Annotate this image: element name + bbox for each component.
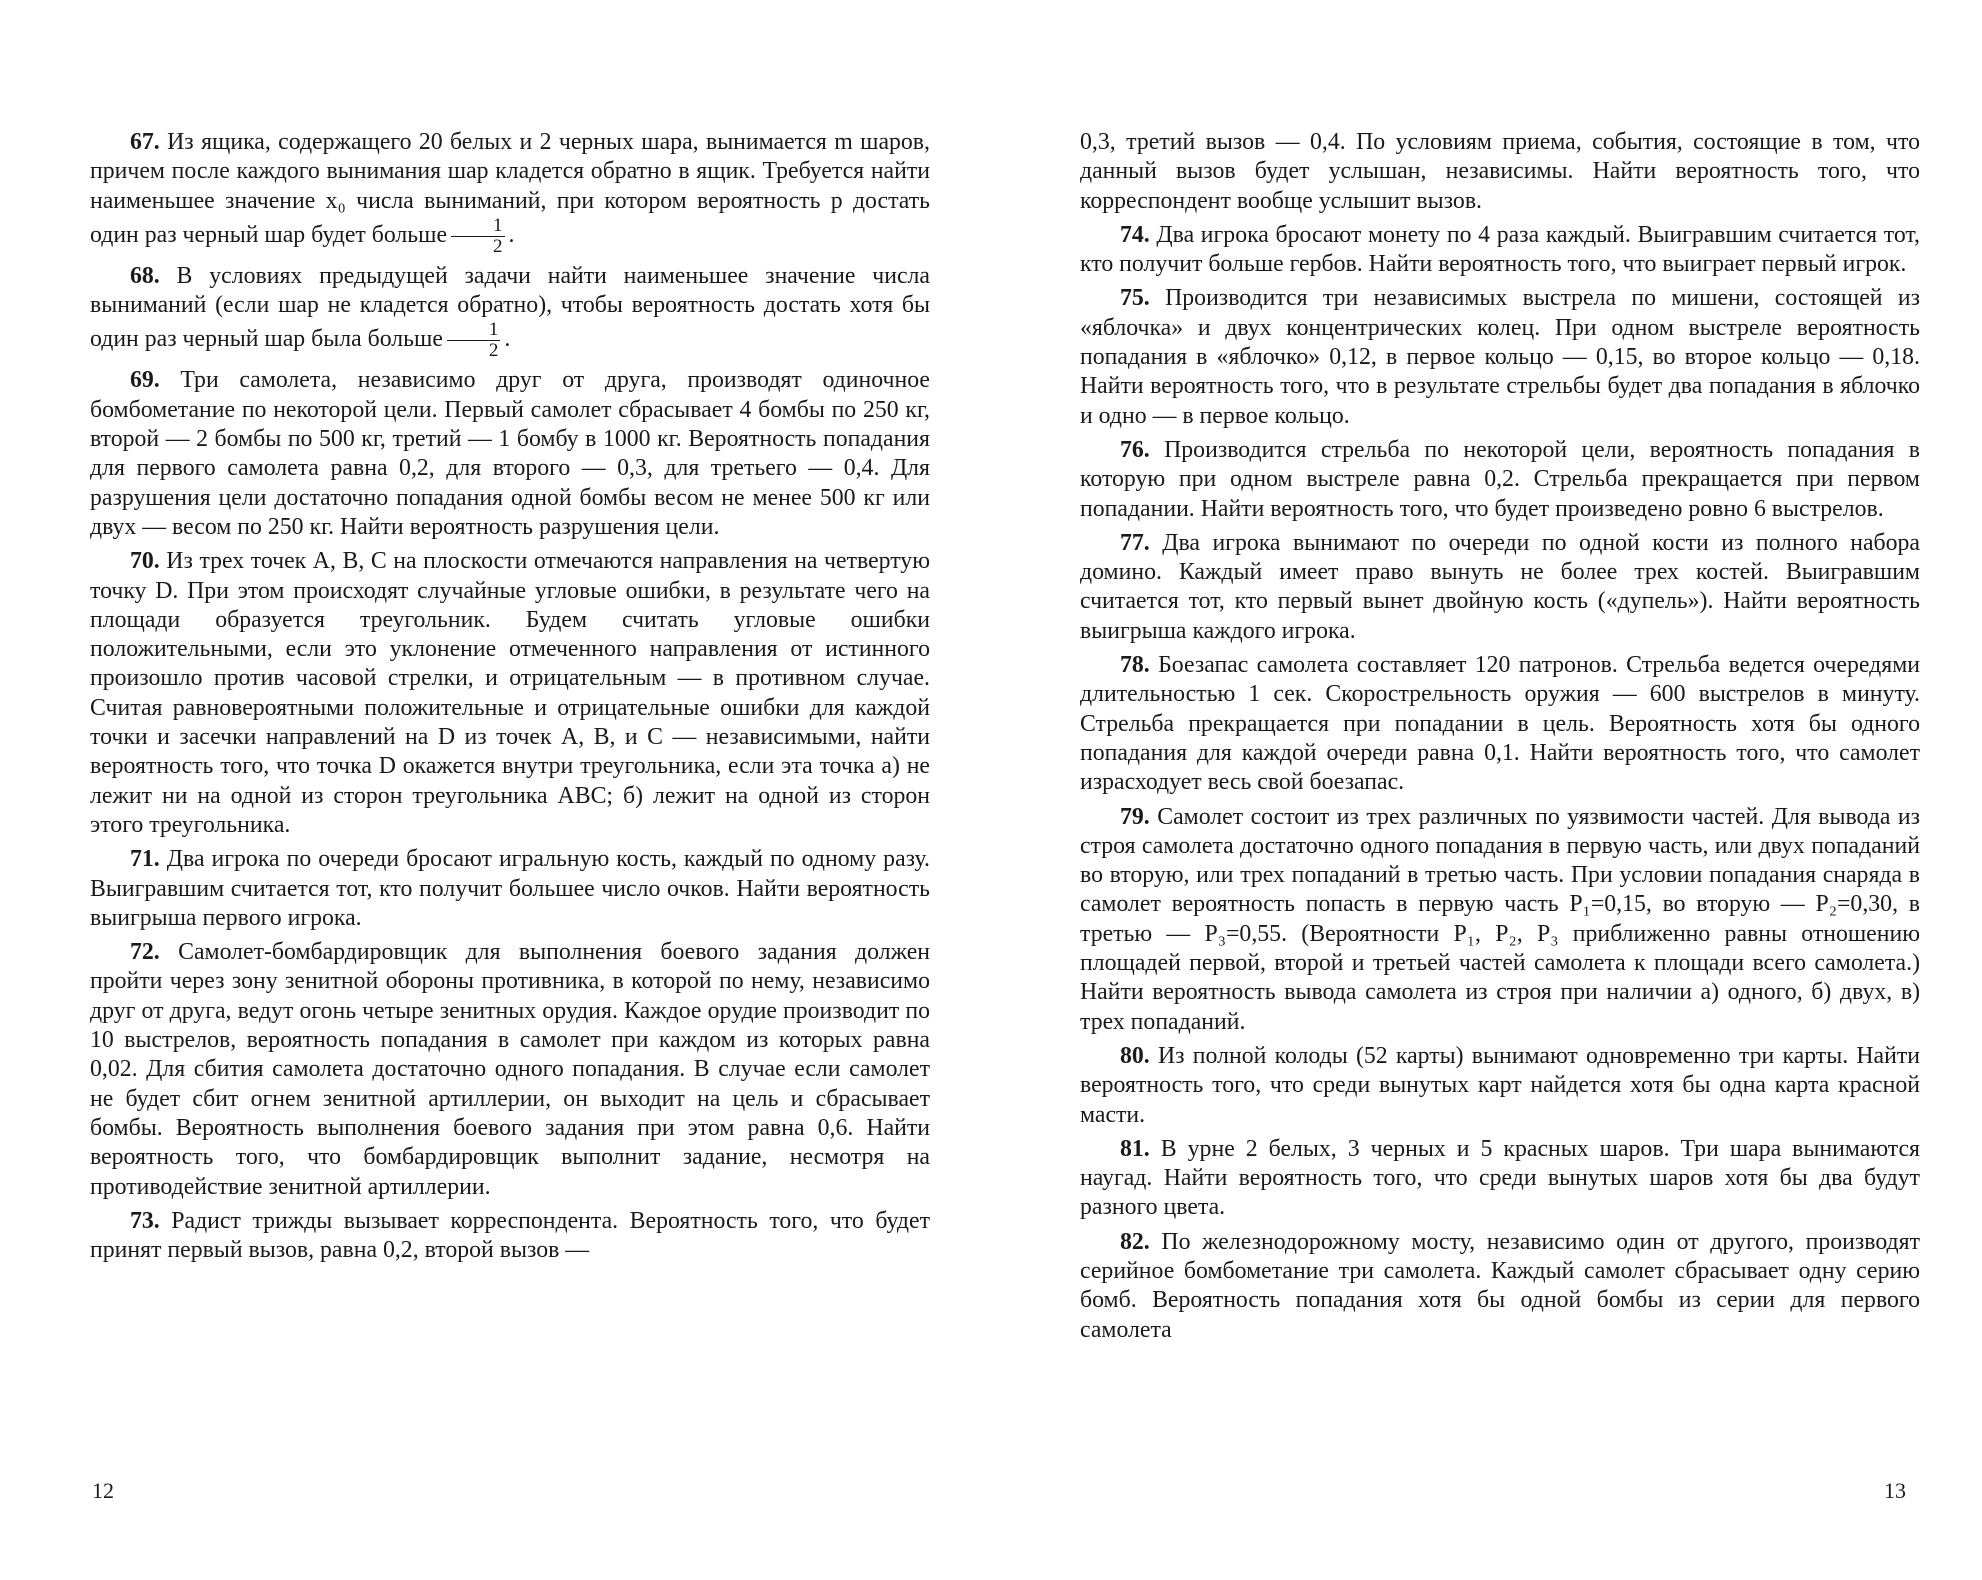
problem-text: Два игрока вынимают по очереди по одной кости из полного набора домино. Каждый имеет право вынуть не более трех костей. Выигравшим считается тот, кто первый вынет двойную кость («дупель»). Найти вероятность выигрыша каждого игрока. <box>1080 529 1920 644</box>
problem-number: 82. <box>1120 1228 1150 1255</box>
problem-81 <box>1080 1135 1920 1223</box>
left-page <box>90 128 930 1270</box>
right-page <box>1080 128 1920 1350</box>
problem-text: Из ящика, содержащего 20 белых и 2 черных шара, вынимается m шаров, причем после каждого вынимания шар кладется обратно в ящик. Требуется найти наименьшее значение x₀ числа выниманий, при котором вероятность p достать один раз черный шар будет больше <box>90 129 930 248</box>
problem-text: По железнодорожному мосту, независимо один от другого, производят серийное бомбометание три самолета. Каждый самолет сбрасывает одну серию бомб. Вероятность попадания хотя бы одной бомбы из серии для первого самолета <box>1080 1228 1920 1343</box>
page-number-right: 13 <box>1884 1478 1906 1503</box>
problem-73 <box>90 1207 930 1266</box>
problem-text: Боезапас самолета составляет 120 патронов. Стрельба ведется очередями длительностью 1 сек. Скорострельность оружия — 600 выстрелов в минуту. Стрельба прекращается при попадании в цель. Вероятность хотя бы одного попадания для каждой очереди равна 0,1. Найти вероятность того, что самолет израсходует весь свой боезапас. <box>1080 652 1920 796</box>
fraction <box>451 216 505 257</box>
problem-number: 69. <box>130 367 160 394</box>
problem-80 <box>1080 1042 1920 1130</box>
problem-text-end: . <box>508 221 515 248</box>
page-number-left: 12 <box>92 1478 114 1503</box>
problem-number: 81. <box>1120 1135 1150 1162</box>
fraction-numerator: 1 <box>447 320 501 341</box>
problem-67 <box>90 128 930 257</box>
problem-number: 76. <box>1120 436 1150 463</box>
problem-text-end: . <box>504 326 511 353</box>
problem-75 <box>1080 284 1920 430</box>
problem-text: Из трех точек A, B, C на плоскости отмечаются направления на четвертую точку D. При этом происходят случайные угловые ошибки, в результате чего на площади образуется треугольник. Будем считать угловые ошибки положительными, если это уклонение отмеченного направления от истинного произошло против часовой стрелки, и отрицательным — в противном случае. Считая равновероятными положительные и отрицательные ошибки для каждой точки и засечки направлений на D из точек A, B, и C — независимыми, найти вероятность того, что точка D окажется внутри треугольника, если эта точка а) не лежит ни на одной из сторон треугольника ABC; б) лежит на одной из сторон этого треугольника. <box>90 548 930 838</box>
problem-text: Три самолета, независимо друг от друга, производят одиночное бомбометание по некоторой цели. Первый самолет сбрасывает 4 бомбы по 250 кг, второй — 2 бомбы по 500 кг, третий — 1 бомбу в 1000 кг. Вероятность попадания для первого самолета равна 0,2, для второго — 0,3, для третьего — 0,4. Для разрушения цели достаточно попадания одной бомбы весом не менее 500 кг или двух — весом по 250 кг. Найти вероятность разрушения цели. <box>90 367 930 540</box>
problem-number: 72. <box>130 939 160 966</box>
problem-79 <box>1080 803 1920 1037</box>
problem-number: 73. <box>130 1207 160 1234</box>
problem-text: В условиях предыдущей задачи найти наименьшее значение числа выниманий (если шар не кладется обратно), чтобы вероятность достать хотя бы один раз черный шар была больше <box>90 262 930 353</box>
problem-text: Радист трижды вызывает корреспондента. Вероятность того, что будет принят первый вызов, равна 0,2, второй вызов — <box>90 1207 930 1264</box>
problem-number: 77. <box>1120 529 1150 556</box>
problem-number: 71. <box>130 846 160 873</box>
fraction-numerator: 1 <box>451 216 505 237</box>
problem-72 <box>90 938 930 1202</box>
problem-74 <box>1080 221 1920 280</box>
problem-70 <box>90 547 930 840</box>
fraction <box>447 320 501 361</box>
problem-71 <box>90 845 930 933</box>
problem-number: 70. <box>130 548 160 575</box>
problem-number: 79. <box>1120 803 1150 830</box>
problem-text: Самолет-бомбардировщик для выполнения боевого задания должен пройти через зону зенитной обороны противника, в которой по нему, независимо друг от друга, ведут огонь четыре зенитных орудия. Каждое орудие производит по 10 выстрелов, вероятность попадания в самолет при каждом из которых равна 0,02. Для сбития самолета достаточно одного попадания. В случае если самолет не будет сбит огнем зенитной артиллерии, он выходит на цель и сбрасывает бомбы. Вероятность выполнения боевого задания при этом равна 0,6. Найти вероятность того, что бомбардировщик выполнит задание, несмотря на противодействие зенитной артиллерии. <box>90 939 930 1200</box>
problem-text: Из полной колоды (52 карты) вынимают одновременно три карты. Найти вероятность того, что среди вынутых карт найдется хотя бы одна карта красной масти. <box>1080 1042 1920 1128</box>
problem-number: 74. <box>1120 221 1150 248</box>
problem-68 <box>90 262 930 362</box>
fraction-denominator: 2 <box>488 340 499 362</box>
problem-text: Два игрока по очереди бросают игральную кость, каждый по одному разу. Выигравшим считается тот, кто получит большее число очков. Найти вероятность выигрыша первого игрока. <box>90 846 930 931</box>
fraction-denominator: 2 <box>493 235 503 257</box>
problem-77 <box>1080 529 1920 646</box>
problem-82 <box>1080 1228 1920 1345</box>
problem-text: Два игрока бросают монету по 4 раза каждый. Выигравшим считается тот, кто получит больше гербов. Найти вероятность того, что выиграет первый игрок. <box>1080 221 1920 278</box>
problem-73-continuation: 0,3, третий вызов — 0,4. По условиям приема, события, состоящие в том, что данный вызов будет услышан, независимы. Найти вероятность того, что корреспондент вообще услышит вызов. <box>1080 129 1920 214</box>
problem-text: Производится стрельба по некоторой цели, вероятность попадания в которую при одном выстреле равна 0,2. Стрельба прекращается при первом попадании. Найти вероятность того, что будет произведено ровно 6 выстрелов. <box>1080 436 1920 522</box>
problem-78 <box>1080 651 1920 797</box>
problem-text: В урне 2 белых, 3 черных и 5 красных шаров. Три шара вынимаются наугад. Найти вероятность того, что среди вынутых шаров хотя бы два будут разного цвета. <box>1080 1135 1920 1221</box>
problem-76 <box>1080 436 1920 524</box>
problem-number: 67. <box>130 129 160 155</box>
problem-text: Самолет состоит из трех различных по уязвимости частей. Для вывода из строя самолета достаточно одного попадания в первую часть, или двух попаданий во вторую, или трех попаданий в третью часть. При условии попадания снаряда в самолет вероятность попасть в первую часть P₁=0,15, во вторую — P₂=0,30, в третью — P₃=0,55. (Вероятности P₁, P₂, P₃ приближенно равны отношению площадей первой, второй и третьей частей самолета к площади всего самолета.) Найти вероятность вывода самолета из строя при наличии а) одного, б) двух, в) трех попаданий. <box>1080 803 1920 1035</box>
problem-number: 80. <box>1120 1042 1150 1069</box>
problem-text: Производится три независимых выстрела по мишени, состоящей из «яблочка» и двух концентрических колец. При одном выстреле вероятность попадания в «яблочко» 0,12, в первое кольцо — 0,15, во второе кольцо — 0,18. Найти вероятность того, что в результате стрельбы будет два попадания в яблочко и одно — в первое кольцо. <box>1080 285 1920 429</box>
problem-number: 68. <box>130 262 160 289</box>
problem-number: 78. <box>1120 652 1150 679</box>
problem-69 <box>90 366 930 542</box>
problem-number: 75. <box>1120 285 1150 312</box>
